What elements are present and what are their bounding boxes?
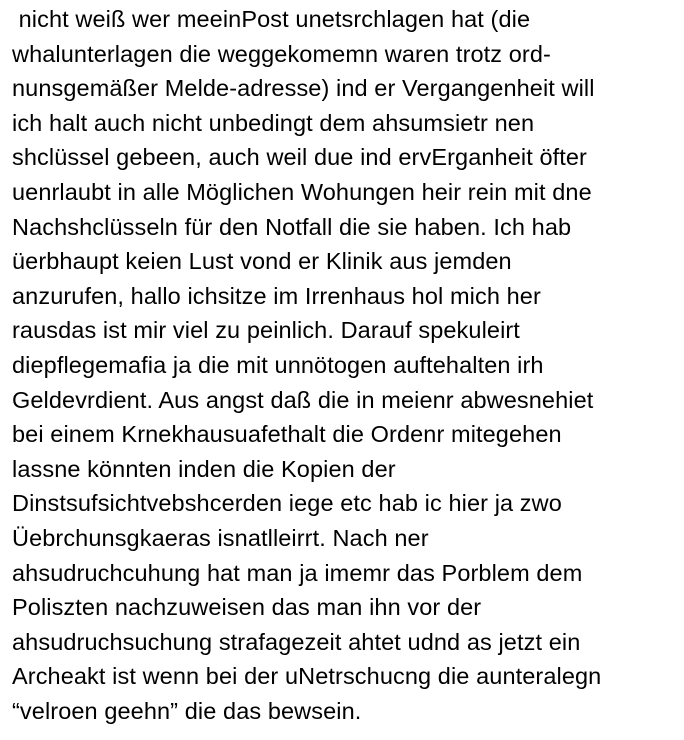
- text-line: Poliszten nachzuweisen das man ihn vor der: [12, 594, 482, 621]
- text-line: bei einem Krnekhausuafethalt die Ordenr mitegehen: [12, 421, 562, 448]
- document-text: [12, 2, 680, 728]
- text-line: “velroen geehn” die das bewsein.: [12, 697, 362, 724]
- text-line: Archeakt ist wenn bei der uNetrschucng die aunteralegn: [12, 663, 602, 690]
- text-line: shclüssel gebeen, auch weil due ind ervErganheit öfter: [12, 144, 587, 171]
- text-line: Dinstsufsichtvebshcerden iege etc hab ic hier ja zwo: [12, 490, 562, 517]
- text-line: ahsudruchcuhung hat man ja imemr das Porblem dem: [12, 559, 583, 586]
- text-line: ahsudruchsuchung strafagezeit ahtet udnd as jetzt ein: [12, 628, 581, 655]
- text-line: üerbhaupt keien Lust vond er Klinik aus jemden: [12, 248, 512, 275]
- text-line: Nachshclüsseln für den Notfall die sie haben. Ich hab: [12, 213, 572, 240]
- text-line: lassne könnten inden die Kopien der: [12, 455, 396, 482]
- text-line: Geldevrdient. Aus angst daß die in meienr abwesnehiet: [12, 386, 594, 413]
- text-line: whalunterlagen die weggekomemn waren trotz ord-: [12, 40, 551, 67]
- text-line: ich halt auch nicht unbedingt dem ahsumsietr nen: [12, 109, 535, 136]
- text-line: Üebrchunsgkaeras isnatlleirrt. Nach ner: [12, 524, 429, 551]
- text-line: diepflegemafia ja die mit unnötogen auftehalten irh: [12, 351, 544, 378]
- text-line: anzurufen, hallo ichsitze im Irrenhaus hol mich her: [12, 282, 541, 309]
- text-line: rausdas ist mir viel zu peinlich. Darauf spekuleirt: [12, 317, 520, 344]
- text-line: nicht weiß wer meeinPost unetsrchlagen hat (die: [12, 6, 531, 32]
- text-line: nunsgemäßer Melde-adresse) ind er Vergangenheit will: [12, 75, 595, 102]
- text-line: uenrlaubt in alle Möglichen Wohungen heir rein mit dne: [12, 178, 592, 205]
